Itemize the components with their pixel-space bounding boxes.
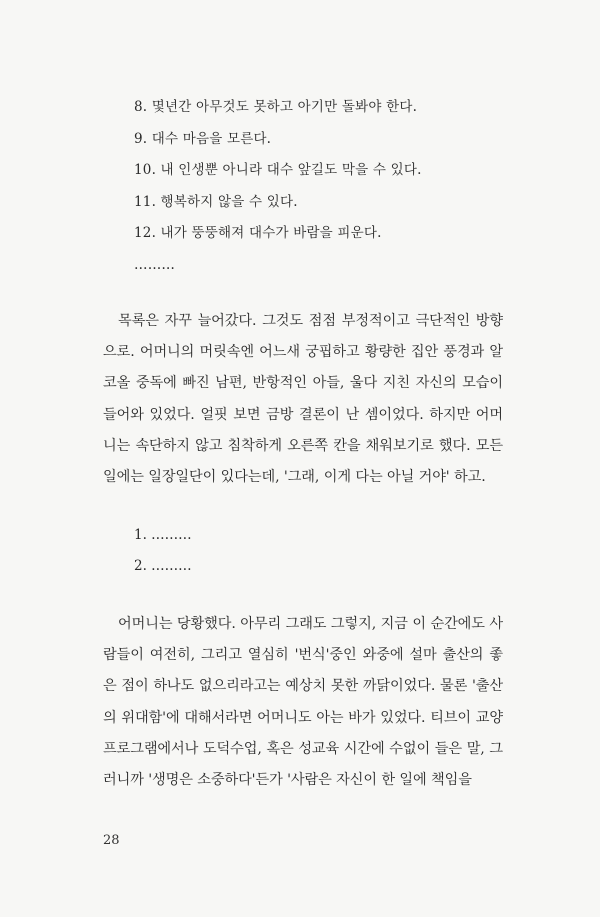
paragraph-text: 목록은 자꾸 늘어갔다. 그것도 점점 부정적이고 극단적인 방향으로. 어머니의 머릿속엔 어느새 궁핍하고 황량한 집안 풍경과 알코올 중독에 빠진 남편, 반항적인 아들, 울다 지친 자신의 모습이 들어와 있었다. 얼핏 보면 금방 결론이 난 셈이었다. 하지만 어머니는 속단하지 않고 침착하게 오른쪽 칸을 채워보기로 했다. 모든 일에는 일장일단이 있다는데, '그래, 이게 다는 아닐 거야' 하고. <box>103 313 503 486</box>
list-item: 10. 내 인생뿐 아니라 대수 앞길도 막을 수 있다. <box>134 162 422 178</box>
list-item: 2. ……… <box>134 558 192 574</box>
list-item: 12. 내가 뚱뚱해져 대수가 바람을 피운다. <box>134 225 382 241</box>
list-item-ellipsis: ……… <box>134 256 176 273</box>
list-item: 8. 몇년간 아무것도 못하고 아기만 돌봐야 한다. <box>134 99 418 115</box>
list-item: 11. 행복하지 않을 수 있다. <box>134 193 298 210</box>
list-item: 1. ……… <box>134 527 192 543</box>
negative-list <box>134 92 534 281</box>
list-item: 9. 대수 마음을 모른다. <box>134 130 272 147</box>
body-paragraph-2 <box>103 609 503 796</box>
paragraph-text: 어머니는 당황했다. 아무리 그래도 그렇지, 지금 이 순간에도 사람들이 여전히, 그리고 열심히 '번식'중인 와중에 설마 출산의 좋은 점이 하나도 없으리라고는 예상치 못한 까닭이었다. 물론 '출산의 위대함'에 대해서라면 어머니도 아는 바가 있었다. 티브이 교양 프로그램에서나 도덕수업, 혹은 성교육 시간에 수없이 들은 말, 그러니까 '생명은 소중하다'든가 '사람은 자신이 한 일에 책임을 <box>103 616 503 789</box>
positive-list <box>134 520 334 582</box>
body-paragraph-1 <box>103 306 503 493</box>
page-number: 28 <box>103 833 120 848</box>
